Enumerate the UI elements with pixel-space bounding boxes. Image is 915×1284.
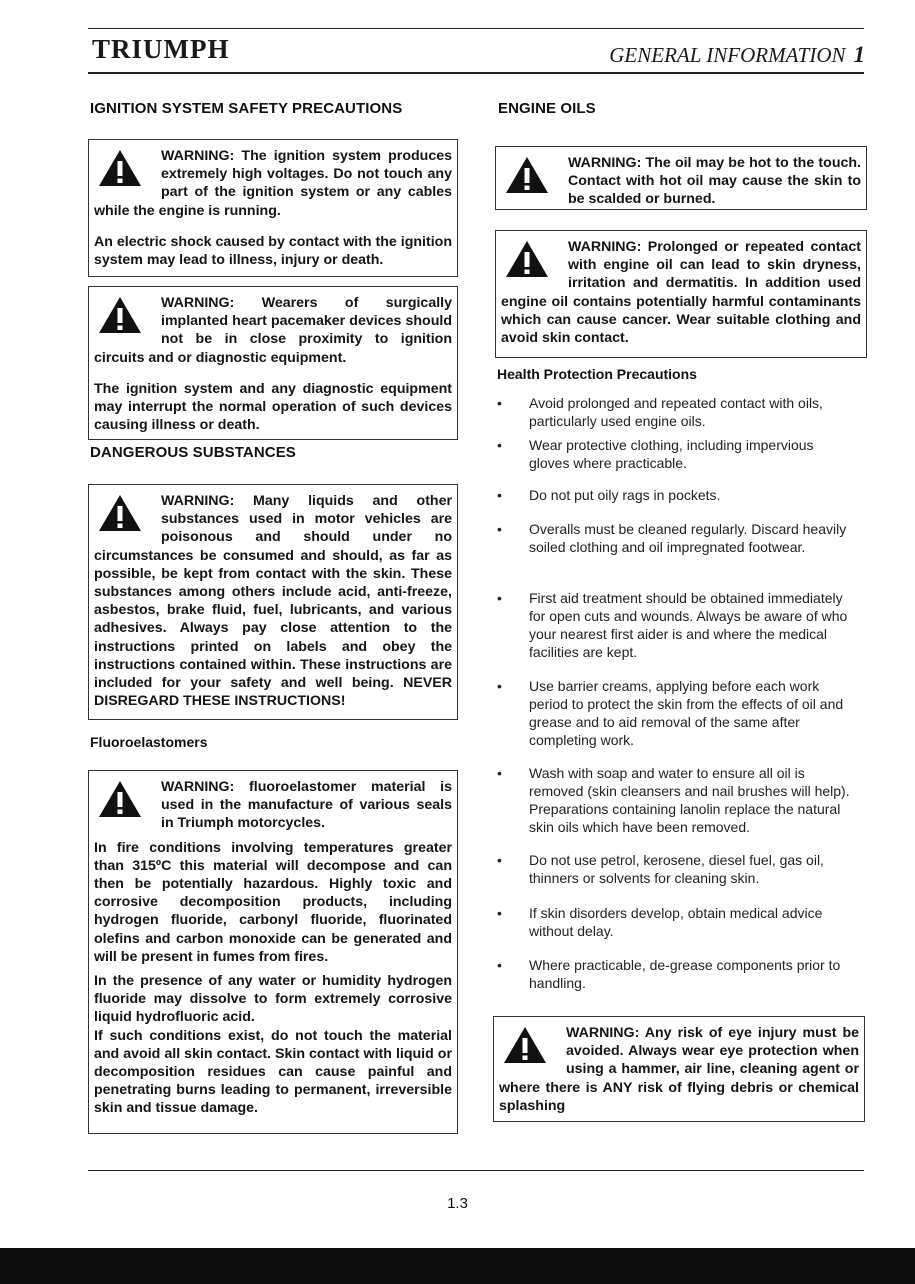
scan-edge-bar: [0, 1248, 915, 1284]
engine-oils-heading: ENGINE OILS: [498, 100, 596, 117]
bullet: •: [497, 678, 502, 694]
list-item: [497, 520, 852, 556]
bullet: •: [497, 957, 502, 973]
bullet: •: [497, 521, 502, 537]
list-item: [497, 394, 852, 430]
bullet: •: [497, 905, 502, 921]
dangerous-substances-warning: [88, 484, 458, 720]
warning-text: WARNING: fluoroelastomer material is used in the manufacture of various seals in Triumph motorcycles.: [161, 779, 452, 832]
list-item: [497, 589, 852, 661]
list-item-text: If skin disorders develop, obtain medical advice without delay.: [529, 905, 823, 939]
header-top-rule: [88, 28, 864, 29]
warning-triangle-icon: [98, 494, 142, 532]
dangerous-substances-heading: DANGEROUS SUBSTANCES: [90, 444, 296, 461]
list-item-text: Overalls must be cleaned regularly. Discard heavily soiled clothing and oil impregnated footwear.: [529, 521, 847, 555]
warning-text: WARNING: Prolonged or repeated contact with engine oil can lead to skin dryness, irritation and dermatitis. In addition used engine oil contains potentially harmful contaminants which can cause cancer. Wear suitable clothing and avoid skin contact.: [501, 239, 861, 347]
hot-oil-warning: [495, 146, 867, 210]
bullet: •: [497, 437, 502, 453]
list-item-text: Where practicable, de-grease components prior to handling.: [529, 957, 841, 991]
pacemaker-warning: [88, 286, 458, 440]
warning-text: An electric shock caused by contact with the ignition system may lead to illness, injury or death.: [94, 233, 452, 269]
header-rule: [88, 72, 864, 74]
list-item: [497, 851, 852, 887]
warning-triangle-icon: [505, 240, 549, 278]
footer-rule: [88, 1170, 864, 1171]
page-number: 1.3: [447, 1195, 468, 1212]
list-item: [497, 436, 852, 472]
list-item-text: Avoid prolonged and repeated contact with oils, particularly used engine oils.: [529, 395, 823, 429]
list-item: [497, 677, 852, 749]
warning-triangle-icon: [98, 780, 142, 818]
chapter-number: 1: [853, 42, 865, 67]
list-item-text: Use barrier creams, applying before each work period to protect the skin from the effects of oil and grease and to aid removal of the same after completing work.: [529, 678, 844, 748]
warning-text: WARNING: Many liquids and other substances used in motor vehicles are poisonous and should under no circumstances be consumed and should, as far as possible, be kept from contact with the skin. These substances among others include acid, anti-freeze, asbestos, brake fluid, fuel, lubricants, and various adhesives. Always pay close attention to the instructions printed on labels and obey the instructions contained within. These instructions are included for your safety and well being. NEVER DISREGARD THESE INSTRUCTIONS!: [94, 493, 452, 710]
warning-text: In the presence of any water or humidity hydrogen fluoride may dissolve to form extremely corrosive liquid hydrofluoric acid.: [94, 973, 452, 1026]
bullet: •: [497, 765, 502, 781]
warning-triangle-icon: [98, 149, 142, 187]
list-item-text: Do not use petrol, kerosene, diesel fuel, gas oil, thinners or solvents for cleaning skin.: [529, 852, 824, 886]
ignition-voltage-warning: [88, 139, 458, 277]
warning-text: WARNING: Any risk of eye injury must be avoided. Always wear eye protection when using a hammer, air line, cleaning agent or where there is ANY risk of flying debris or chemical splashing: [499, 1025, 859, 1114]
engine-oil-contact-warning: [495, 230, 867, 358]
list-item: [497, 764, 852, 836]
health-protection-heading: Health Protection Precautions: [497, 366, 697, 382]
list-item-text: Wear protective clothing, including impervious gloves where practicable.: [529, 437, 814, 471]
bullet: •: [497, 487, 502, 503]
chapter-title: [609, 42, 865, 68]
chapter-title-text: GENERAL INFORMATION: [609, 43, 846, 67]
list-item-text: Do not put oily rags in pockets.: [529, 487, 721, 503]
bullet: •: [497, 395, 502, 411]
bullet: •: [497, 852, 502, 868]
brand-logo: TRIUMPH: [92, 34, 230, 64]
list-item-text: First aid treatment should be obtained immediately for open cuts and wounds. Always be aware of who your nearest first aider is and where the medical facilities are kept.: [529, 590, 848, 660]
warning-text: WARNING: The oil may be hot to the touch. Contact with hot oil may cause the skin to be scalded or burned.: [568, 155, 861, 208]
bullet: •: [497, 590, 502, 606]
list-item: [497, 904, 852, 940]
warning-triangle-icon: [503, 1026, 547, 1064]
warning-text: In fire conditions involving temperatures greater than 315ºC this material will decompose and can then be potentially hazardous. Highly toxic and corrosive decomposition products, including hydrogen fluoride, carbonyl fluoride, fluorinated olefins and carbon monoxide can be generated and will be present in fumes from fires.: [94, 839, 452, 965]
fluoroelastomer-warning: [88, 770, 458, 1134]
list-item-text: Wash with soap and water to ensure all oil is removed (skin cleansers and nail brushes will help). Preparations containing lanolin replace the natural skin oils which have been removed.: [529, 765, 850, 835]
fluoroelastomers-heading: Fluoroelastomers: [90, 734, 208, 750]
warning-text: WARNING: The ignition system produces extremely high voltages. Do not touch any part of the ignition system or any cables while the engine is running.: [94, 148, 452, 219]
warning-triangle-icon: [505, 156, 549, 194]
eye-injury-warning: [493, 1016, 865, 1122]
ignition-heading: IGNITION SYSTEM SAFETY PRECAUTIONS: [90, 100, 403, 117]
warning-text: The ignition system and any diagnostic equipment may interrupt the normal operation of such devices causing illness or death.: [94, 380, 452, 434]
list-item: [497, 956, 852, 992]
warning-text: If such conditions exist, do not touch the material and avoid all skin contact. Skin contact with liquid or decomposition residues can cause painful and penetrating burns leading to permanent, irreversible skin and tissue damage.: [94, 1027, 452, 1117]
warning-triangle-icon: [98, 296, 142, 334]
warning-text: WARNING: Wearers of surgically implanted heart pacemaker devices should not be in close proximity to ignition circuits and or diagnostic equipment.: [94, 295, 452, 366]
list-item: [497, 486, 852, 504]
